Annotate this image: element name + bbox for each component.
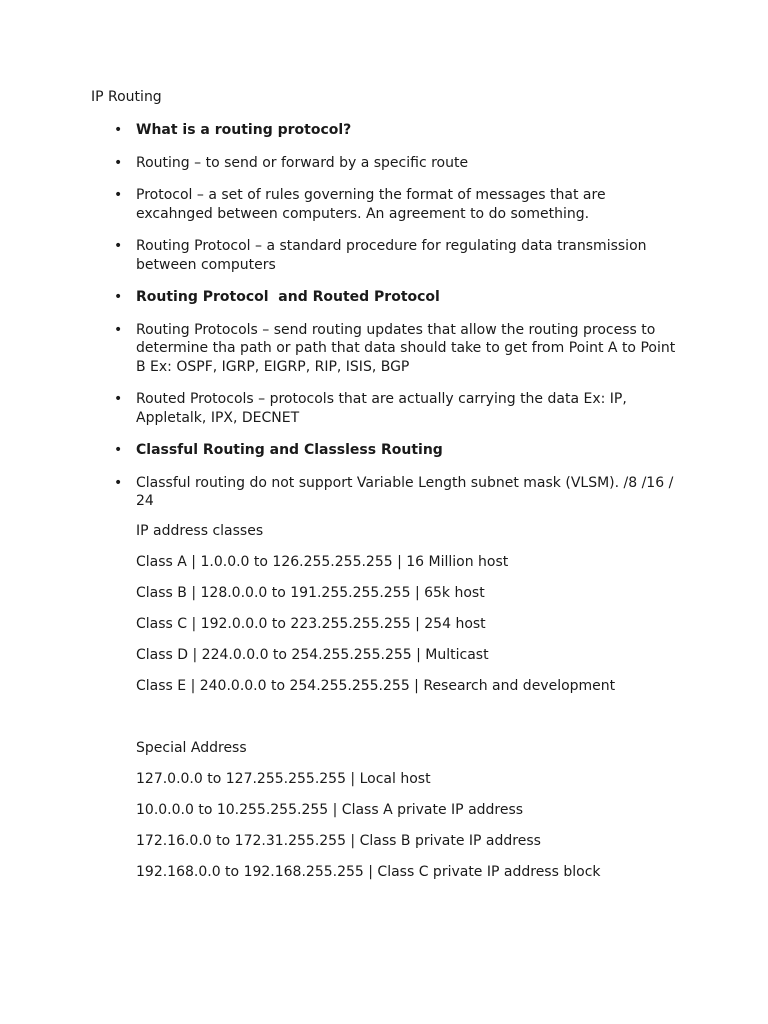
list-item — [114, 390, 681, 427]
bullet-list — [0, 121, 768, 525]
list-item — [114, 237, 681, 274]
ip-class-line: Class A | 1.0.0.0 to 126.255.255.255 | 16 Million host — [136, 554, 509, 570]
bullet-text: Routing – to send or forward by a specific route — [136, 154, 469, 171]
special-address-heading: Special Address — [136, 740, 247, 756]
special-address-line: 192.168.0.0 to 192.168.255.255 | Class C private IP address block — [136, 864, 601, 880]
bullet-text: Routing Protocols – send routing updates that allow the routing process to determine tha path or path that data should take to get from Point A to Point B Ex: OSPF, IGRP, EIGRP, RIP, ISIS, BGP — [136, 321, 676, 375]
bullet-text: Classful routing do not support Variable Length subnet mask (VLSM). /8 /16 / 24 — [136, 474, 674, 509]
ip-class-line: Class E | 240.0.0.0 to 254.255.255.255 | Research and development — [136, 678, 616, 694]
list-item — [114, 441, 681, 460]
bullet-icon: • — [114, 474, 123, 491]
bullet-text: Protocol – a set of rules governing the format of messages that are excahnged between computers. An agreement to do something. — [136, 187, 606, 222]
bullet-icon: • — [114, 442, 123, 458]
bullet-icon: • — [114, 289, 123, 305]
bullet-text: What is a routing protocol? — [136, 122, 352, 138]
bullet-icon: • — [114, 321, 123, 338]
bullet-icon: • — [114, 238, 123, 254]
ip-class-line: Class B | 128.0.0.0 to 191.255.255.255 | 65k host — [136, 585, 485, 601]
ip-class-line: Class D | 224.0.0.0 to 254.255.255.255 | Multicast — [136, 647, 489, 663]
bullet-icon: • — [114, 154, 123, 171]
document-title: IP Routing — [91, 89, 162, 105]
list-item — [114, 121, 681, 140]
bullet-text: Routed Protocols – protocols that are actually carrying the data Ex: IP, Appletalk, IPX, DECNET — [136, 391, 627, 426]
list-item — [114, 154, 681, 173]
list-item — [114, 186, 681, 223]
bullet-text: Classful Routing and Classless Routing — [136, 442, 443, 458]
ip-classes-heading: IP address classes — [136, 523, 264, 539]
special-address-line: 10.0.0.0 to 10.255.255.255 | Class A private IP address — [136, 802, 524, 818]
bullet-icon: • — [114, 187, 123, 203]
bullet-text: Routing Protocol – a standard procedure for regulating data transmission between computers — [136, 238, 647, 273]
ip-class-line: Class C | 192.0.0.0 to 223.255.255.255 | 254 host — [136, 616, 486, 632]
special-address-line: 127.0.0.0 to 127.255.255.255 | Local host — [136, 771, 431, 787]
list-item — [114, 321, 681, 377]
bullet-text: Routing Protocol and Routed Protocol — [136, 289, 440, 305]
bullet-icon: • — [114, 391, 123, 407]
list-item — [114, 474, 681, 511]
special-address-line: 172.16.0.0 to 172.31.255.255 | Class B private IP address — [136, 833, 541, 849]
list-item — [114, 288, 681, 307]
bullet-icon: • — [114, 122, 123, 138]
